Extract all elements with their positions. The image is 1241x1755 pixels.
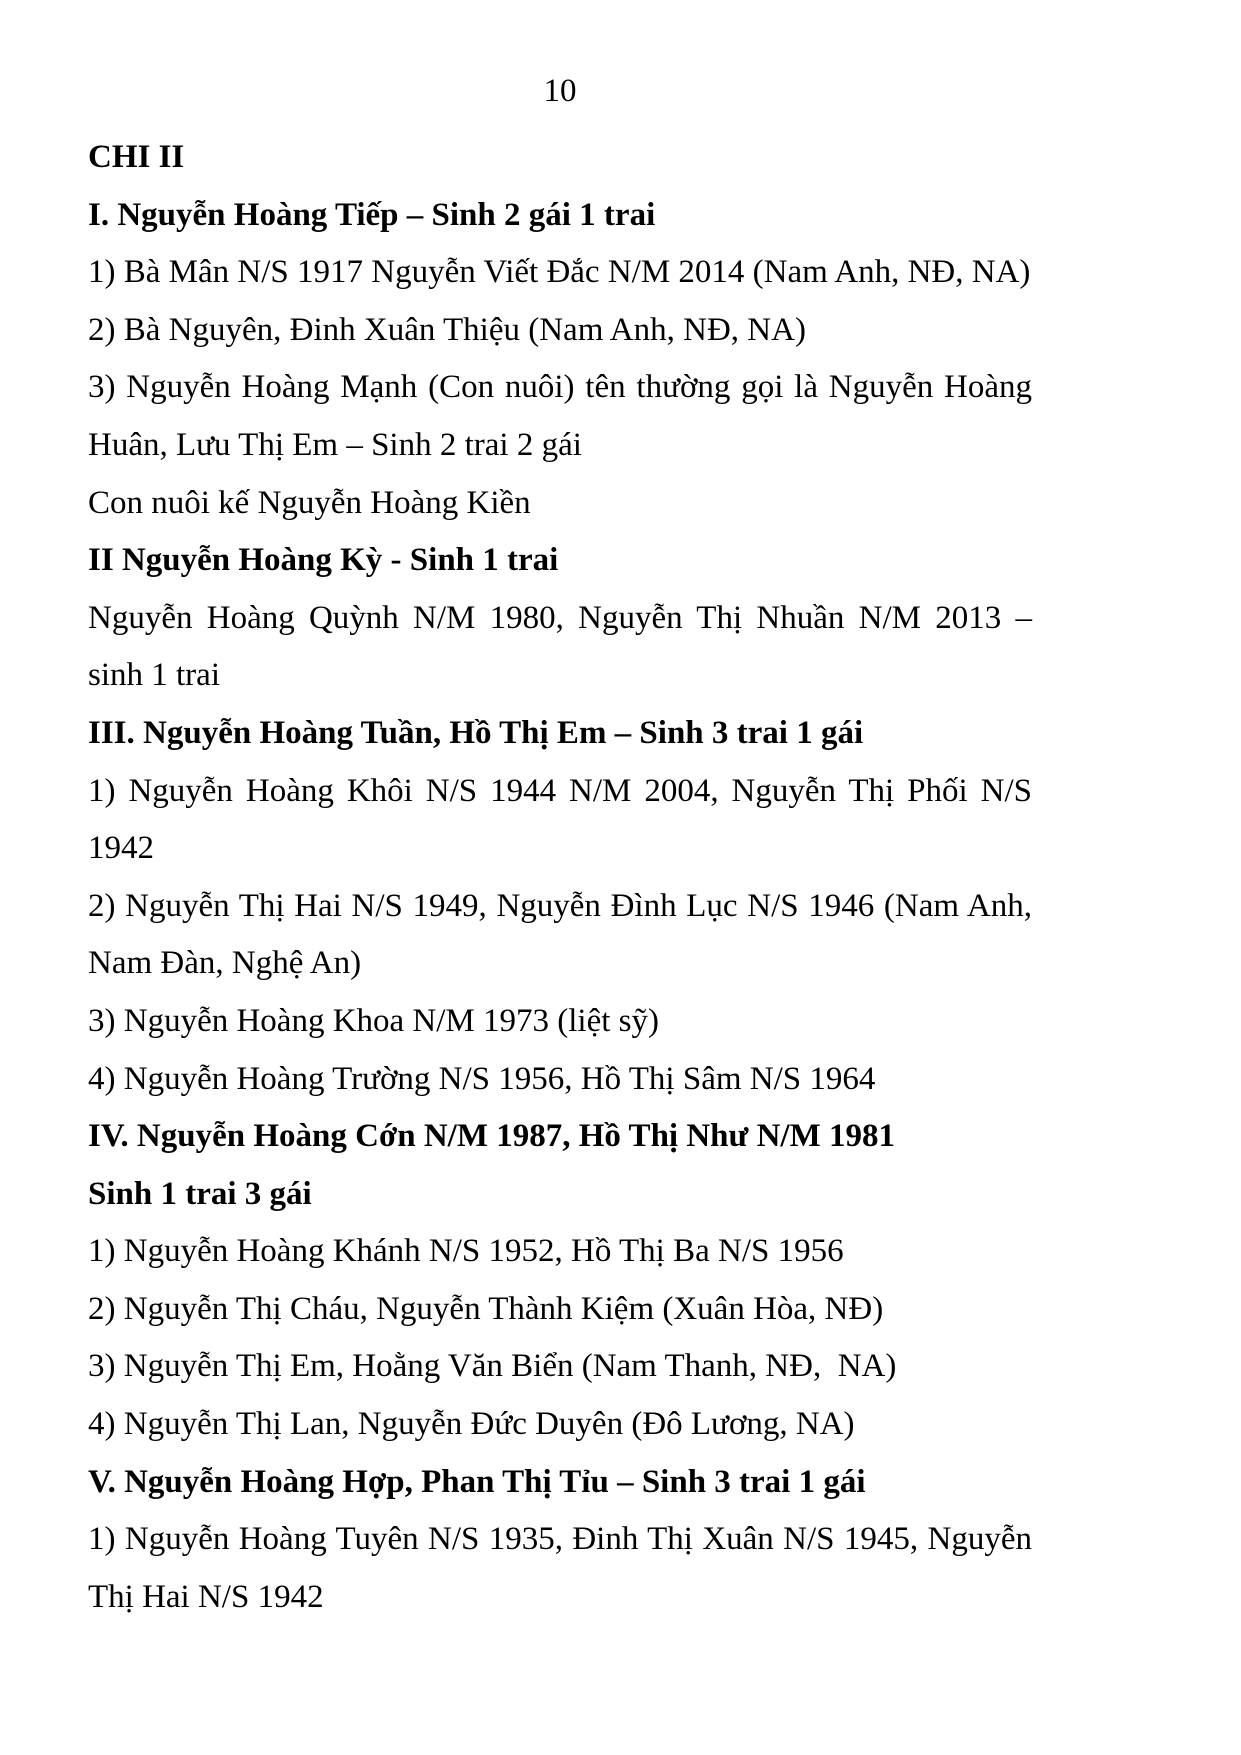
text-line: 1) Nguyễn Hoàng Khánh N/S 1952, Hồ Thị Ba N/S 1956: [88, 1233, 844, 1270]
text-line: 2) Nguyễn Thị Cháu, Nguyễn Thành Kiệm (Xuân Hòa, NĐ): [88, 1290, 884, 1327]
text-line: 1) Nguyễn Hoàng Tuyên N/S 1935, Đinh Thị Xuân N/S 1945, Nguyễn: [88, 1521, 1032, 1558]
text-line: V. Nguyễn Hoàng Hợp, Phan Thị Tỉu – Sinh 3 trai 1 gái: [88, 1463, 866, 1500]
text-line: 3) Nguyễn Thị Em, Hoằng Văn Biển (Nam Thanh, NĐ, NA): [88, 1348, 897, 1385]
text-line: 3) Nguyễn Hoàng Khoa N/M 1973 (liệt sỹ): [88, 1002, 659, 1039]
text-line: IV. Nguyễn Hoàng Cớn N/M 1987, Hồ Thị Như N/M 1981: [88, 1118, 895, 1155]
text-line: III. Nguyễn Hoàng Tuần, Hồ Thị Em – Sinh 3 trai 1 gái: [88, 714, 864, 751]
text-line: 2) Nguyễn Thị Hai N/S 1949, Nguyễn Đình Lục N/S 1946 (Nam Anh,: [88, 887, 1032, 924]
document-body: [88, 129, 1032, 1626]
text-line: sinh 1 trai: [88, 657, 220, 694]
text-line: Nam Đàn, Nghệ An): [88, 945, 362, 982]
text-line: 2) Bà Nguyên, Đinh Xuân Thiệu (Nam Anh, NĐ, NA): [88, 311, 806, 348]
text-line: Thị Hai N/S 1942: [88, 1578, 324, 1615]
text-line: Sinh 1 trai 3 gái: [88, 1175, 312, 1212]
text-line: II Nguyễn Hoàng Kỳ - Sinh 1 trai: [88, 542, 559, 579]
text-line: CHI II: [88, 139, 185, 175]
text-line: 1) Nguyễn Hoàng Khôi N/S 1944 N/M 2004, Nguyễn Thị Phối N/S: [88, 772, 1032, 809]
text-line: 4) Nguyễn Thị Lan, Nguyễn Đức Duyên (Đô Lương, NA): [88, 1406, 855, 1443]
text-line: 1) Bà Mân N/S 1917 Nguyễn Viết Đắc N/M 2014 (Nam Anh, NĐ, NA): [88, 254, 1031, 291]
text-line: Nguyễn Hoàng Quỳnh N/M 1980, Nguyễn Thị Nhuần N/M 2013 –: [88, 599, 1032, 636]
page-number: 10: [543, 73, 577, 109]
text-line: 1942: [88, 830, 154, 867]
text-line: Huân, Lưu Thị Em – Sinh 2 trai 2 gái: [88, 426, 582, 463]
text-line: 4) Nguyễn Hoàng Trường N/S 1956, Hồ Thị Sâm N/S 1964: [88, 1060, 876, 1097]
text-line: Con nuôi kế Nguyễn Hoàng Kiền: [88, 484, 531, 521]
text-line: I. Nguyễn Hoàng Tiếp – Sinh 2 gái 1 trai: [88, 196, 656, 233]
text-line: 3) Nguyễn Hoàng Mạnh (Con nuôi) tên thường gọi là Nguyễn Hoàng: [88, 369, 1032, 406]
